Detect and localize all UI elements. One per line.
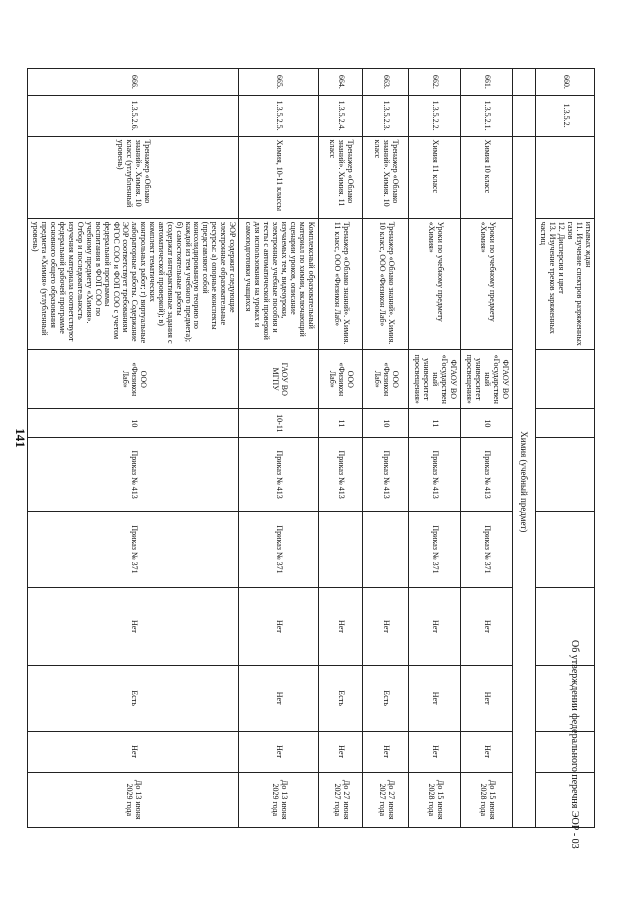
flag-1: Нет [28, 587, 239, 665]
grade: 10-11 [239, 409, 319, 438]
row-number: 663. [363, 69, 409, 96]
organization: ФГАОУ ВО «Государственный университет просвещения» [461, 350, 513, 409]
resource-name: Химия 11 класс [409, 136, 461, 218]
flag-2: Есть [363, 665, 409, 731]
flag-3: Нет [239, 731, 319, 772]
organization: ФГАОУ ВО «Государственный университет просвещения» [409, 350, 461, 409]
list-cell: итывых ждан 11. Изучение спектров разряженных газов 12. Дисперсия и цвет 13. Изучение треков заряженных частиц [536, 218, 595, 349]
flag-1: Нет [239, 587, 319, 665]
grade: 11 [319, 409, 363, 438]
resource-name: Тренажер «Облако знаний». Химия. 11 класс [319, 136, 363, 218]
grade: 10 [28, 409, 239, 438]
grade: 10 [461, 409, 513, 438]
table-row [363, 69, 409, 828]
valid-until: До 13 июня 2029 года [28, 772, 239, 827]
flag-1: Нет [409, 587, 461, 665]
flag-3: Нет [409, 731, 461, 772]
row-code: 1.3.5.2.1. [461, 95, 513, 136]
row-number: 662. [409, 69, 461, 96]
row-code: 1.3.5.2.6. [28, 95, 239, 136]
row-code: 1.3.5.2.4. [319, 95, 363, 136]
header-row [536, 69, 595, 828]
section-title: Химия (учебный предмет) [513, 136, 536, 827]
organization: ООО «Физикон Лаб» [363, 350, 409, 409]
row-number: 660. [536, 69, 595, 96]
flag-3: Нет [461, 731, 513, 772]
page-number: 141 [13, 428, 28, 448]
flag-1: Нет [363, 587, 409, 665]
resource-description: Тренажер «Облако знаний». Химия. 10 класс, ООО «Физикон Лаб» [363, 218, 409, 349]
row-number: 666. [28, 69, 239, 96]
resource-description: ЭОР содержит следующие электронные образовательные ресурсы: а) опорные конспекты (представляют собой консолидированную теорию по каждой из тем учебного предмета); б) самостоятельные работы (содержат интерактивные задания с автоматической проверкой); в) комплект тематических контрольных работ; г) виртуальные лабораторные работы. Содержание ЭОР соответствует требованиям ФГОС СОО и ФОП СОО с учетом федеральной программы воспитания в ФОП СОО по учебному предмету «Химия». Отбор и последовательность изучения материала соответствуют федеральной рабочей программе основного общего образования предмета «Химия» (углубленный уровень) [28, 218, 239, 349]
resource-description: Уроки по учебному предмету «Химия» [461, 218, 513, 349]
order-ref: Приказ № 413 [239, 438, 319, 512]
valid-until: До 13 июня 2029 года [239, 772, 319, 827]
rotated-table-area [31, 68, 595, 828]
resource-description: Тренажер «Облако знаний». Химия. 11 класс, ООО «Физикон Лаб» [319, 218, 363, 349]
row-number: 661. [461, 69, 513, 96]
order-ref-2: Приказ № 371 [409, 512, 461, 588]
order-ref-2 [319, 512, 363, 588]
row-number: 664. [319, 69, 363, 96]
resource-description: Комплексный образовательный материал по химии, включающий сценарии уроков, описание изучаемых тем, видеоуроки, электронные учебные пособия и тесты с автоматической проверкой для использования на уроках и самоподготовки учащихся [239, 218, 319, 349]
order-ref: Приказ № 413 [363, 438, 409, 512]
order-ref-2: Приказ № 371 [28, 512, 239, 588]
order-ref-2: Приказ № 371 [461, 512, 513, 588]
flag-3: Нет [28, 731, 239, 772]
order-ref: Приказ № 413 [28, 438, 239, 512]
row-number: 665. [239, 69, 319, 96]
resource-name: Тренажер «Облако знаний». Химия. 10 класс (углубленный уровень) [28, 136, 239, 218]
table-row [239, 69, 319, 828]
resources-table [27, 68, 595, 828]
order-ref: Приказ № 413 [461, 438, 513, 512]
row-code: 1.3.5.2.3. [363, 95, 409, 136]
table-row [28, 69, 239, 828]
order-ref: Приказ № 413 [319, 438, 363, 512]
valid-until: До 27 июня 2027 года [319, 772, 363, 827]
grade: 11 [409, 409, 461, 438]
flag-1: Нет [319, 587, 363, 665]
organization: ГАОУ ВО МГПУ [239, 350, 319, 409]
resource-name: Тренажер «Облако знаний». Химия. 10 класс [363, 136, 409, 218]
flag-2: Есть [319, 665, 363, 731]
table-row [319, 69, 363, 828]
table-row [461, 69, 513, 828]
resource-description: Уроки по учебному предмету «Химия» [409, 218, 461, 349]
flag-2: Нет [461, 665, 513, 731]
row-code: 1.3.5.2. [536, 95, 595, 136]
valid-until: До 15 июня 2028 года [461, 772, 513, 827]
section-row [513, 69, 536, 828]
footer-text: Об утверждении федерального перечня ЭОР - 03 [569, 640, 580, 849]
resource-name: Химия 10 класс [461, 136, 513, 218]
flag-2: Нет [409, 665, 461, 731]
flag-1: Нет [461, 587, 513, 665]
valid-until: До 27 июня 2027 года [363, 772, 409, 827]
flag-3: Нет [319, 731, 363, 772]
organization: ООО «Физикон Лаб» [319, 350, 363, 409]
grade: 10 [363, 409, 409, 438]
flag-2: Есть [28, 665, 239, 731]
order-ref-2 [363, 512, 409, 588]
flag-3: Нет [363, 731, 409, 772]
row-code: 1.3.5.2.2. [409, 95, 461, 136]
valid-until: До 15 июня 2028 года [409, 772, 461, 827]
organization: ООО «Физикон Лаб» [28, 350, 239, 409]
row-code: 1.3.5.2.5. [239, 95, 319, 136]
resource-name: Химия, 10-11 классы [239, 136, 319, 218]
table-row [409, 69, 461, 828]
flag-2: Нет [239, 665, 319, 731]
order-ref-2: Приказ № 371 [239, 512, 319, 588]
order-ref: Приказ № 413 [409, 438, 461, 512]
